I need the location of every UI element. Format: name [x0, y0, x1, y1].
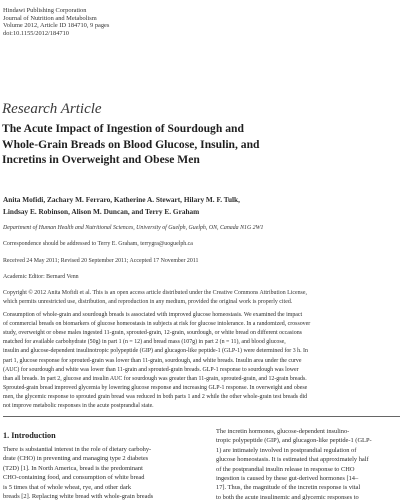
- section-heading: 1. Introduction: [3, 431, 56, 440]
- abstract-line: insulin and glucose-dependent insulinotropic polypeptide (GIP) and glucagon-like peptide-1 (GLP-1) were determined for 3 h. In: [3, 348, 308, 355]
- journal-doi: doi:10.1155/2012/184710: [3, 29, 69, 37]
- article-type: Research Article: [2, 101, 102, 117]
- intro-right-line: ingestion is caused by these gut-derived hormones [14–: [216, 475, 359, 482]
- affiliation: Department of Human Health and Nutritional Sciences, University of Guelph, Guelph, ON, Canada N1G 2W1: [3, 225, 264, 231]
- correspondence-text: Correspondence should be addressed to Terry E. Graham,: [3, 241, 141, 247]
- authors-line-2: Lindsay E. Robinson, Alison M. Duncan, and Terry E. Graham: [3, 206, 200, 216]
- abstract-line: study, overweight or obese males ingested 11-grain, sprouted-grain, 12-grain, sourdough, or white bread on different occasions: [3, 330, 302, 337]
- authors-line-1: Anita Mofidi, Zachary M. Ferraro, Katherine A. Stewart, Hilary M. F. Tulk,: [3, 195, 240, 204]
- intro-right-line: 1) are intimately involved in postprandial regulation of: [216, 446, 357, 454]
- abstract-line: Sprouted-grain bread improved glycemia by lowering glucose response and increasing GLP-1 response. In overweight and obese: [3, 384, 308, 391]
- intro-right-line: 17]. Thus, the magnitude of the incretin response is vital: [216, 484, 361, 492]
- intro-left-line: (T2D) [1]. In North America, bread is the predominant: [3, 464, 143, 472]
- article-dates: Received 24 May 2011; Revised 20 September 2011; Accepted 17 November 2011: [3, 258, 199, 264]
- title-line-2: Whole-Grain Breads on Blood Glucose, Insulin, and: [2, 137, 260, 151]
- intro-right-line: to both the acute insulinemic and glycemic responses to: [216, 493, 359, 500]
- academic-editor: Academic Editor: Bernard Venn: [3, 274, 79, 280]
- journal-name: Journal of Nutrition and Metabolism: [3, 14, 97, 22]
- abstract-line: part 1, glucose response for sprouted-grain was lower than 11-grain, sourdough, and white breads. Insulin area under the curve: [3, 357, 302, 364]
- intro-left-line: drate (CHO) in preventing and managing type 2 diabetes: [3, 455, 149, 463]
- title-line-3: Incretins in Overweight and Obese Men: [2, 153, 200, 166]
- copyright-line-2: which permits unrestricted use, distribution, and reproduction in any medium, provided the original work is properly cited.: [3, 298, 293, 305]
- abstract-line: men, the glycemic response to sprouted grain bread was reduced in both parts 1 and 2 while the other whole-grain test breads did: [3, 393, 308, 400]
- abstract-line: (AUC) for sourdough and white was lower than 11-grain and sprouted-grain breads. GLP-1 response to sourdough was lower: [3, 366, 299, 373]
- correspondence-email[interactable]: terrygra@uoguelph.ca: [140, 241, 193, 247]
- intro-left-line: is 5 times that of whole wheat, rye, and other dark: [3, 483, 132, 491]
- intro-left-line: breads [2]. Replacing white bread with whole-grain breads: [3, 493, 154, 500]
- intro-right-line: glucose homeostasis. It is estimated that approximately half: [216, 456, 369, 464]
- intro-right-line: tropic polypeptide (GIP), and glucagon-like peptide-1 (GLP-: [216, 437, 372, 445]
- intro-left-line: CHO-containing food, and consumption of white bread: [3, 474, 145, 482]
- section-divider: [3, 416, 400, 417]
- copyright-line-1: Copyright © 2012 Anita Mofidi et al. This is an open access article distributed under the Creative Commons Attribution License,: [3, 290, 307, 296]
- abstract-line: than all breads. In part 2, glucose and insulin AUC for sourdough was greater than 11-grain, sprouted-grain, and 12-grain breads.: [3, 375, 307, 382]
- abstract-line: not improve metabolic responses in the acute postprandial state.: [3, 403, 154, 409]
- journal-volume: Volume 2012, Article ID 184710, 9 pages: [3, 22, 110, 30]
- abstract-line: of commercial breads on biomarkers of glucose homeostasis in subjects at risk for glucose intolerance. In a randomized, crossover: [3, 321, 311, 328]
- abstract-line: matched for available carbohydrate (50g) in part 1 (n = 12) and bread mass (107g) in part 2 (n = 11), and blood glucose,: [3, 339, 286, 346]
- title-line-1: The Acute Impact of Ingestion of Sourdough and: [2, 122, 244, 135]
- journal-publisher: Hindawi Publishing Corporation: [3, 7, 87, 14]
- intro-right-line: The incretin hormones, glucose-dependent insulino-: [216, 428, 350, 435]
- correspondence: [3, 241, 193, 247]
- intro-left-line: There is substantial interest in the role of dietary carbohy-: [3, 446, 152, 453]
- abstract-line: Consumption of whole-grain and sourdough breads is associated with improved glucose homeostasis. We examined the impact: [3, 312, 303, 318]
- intro-right-line: of the postprandial insulin release in response to CHO: [216, 465, 355, 473]
